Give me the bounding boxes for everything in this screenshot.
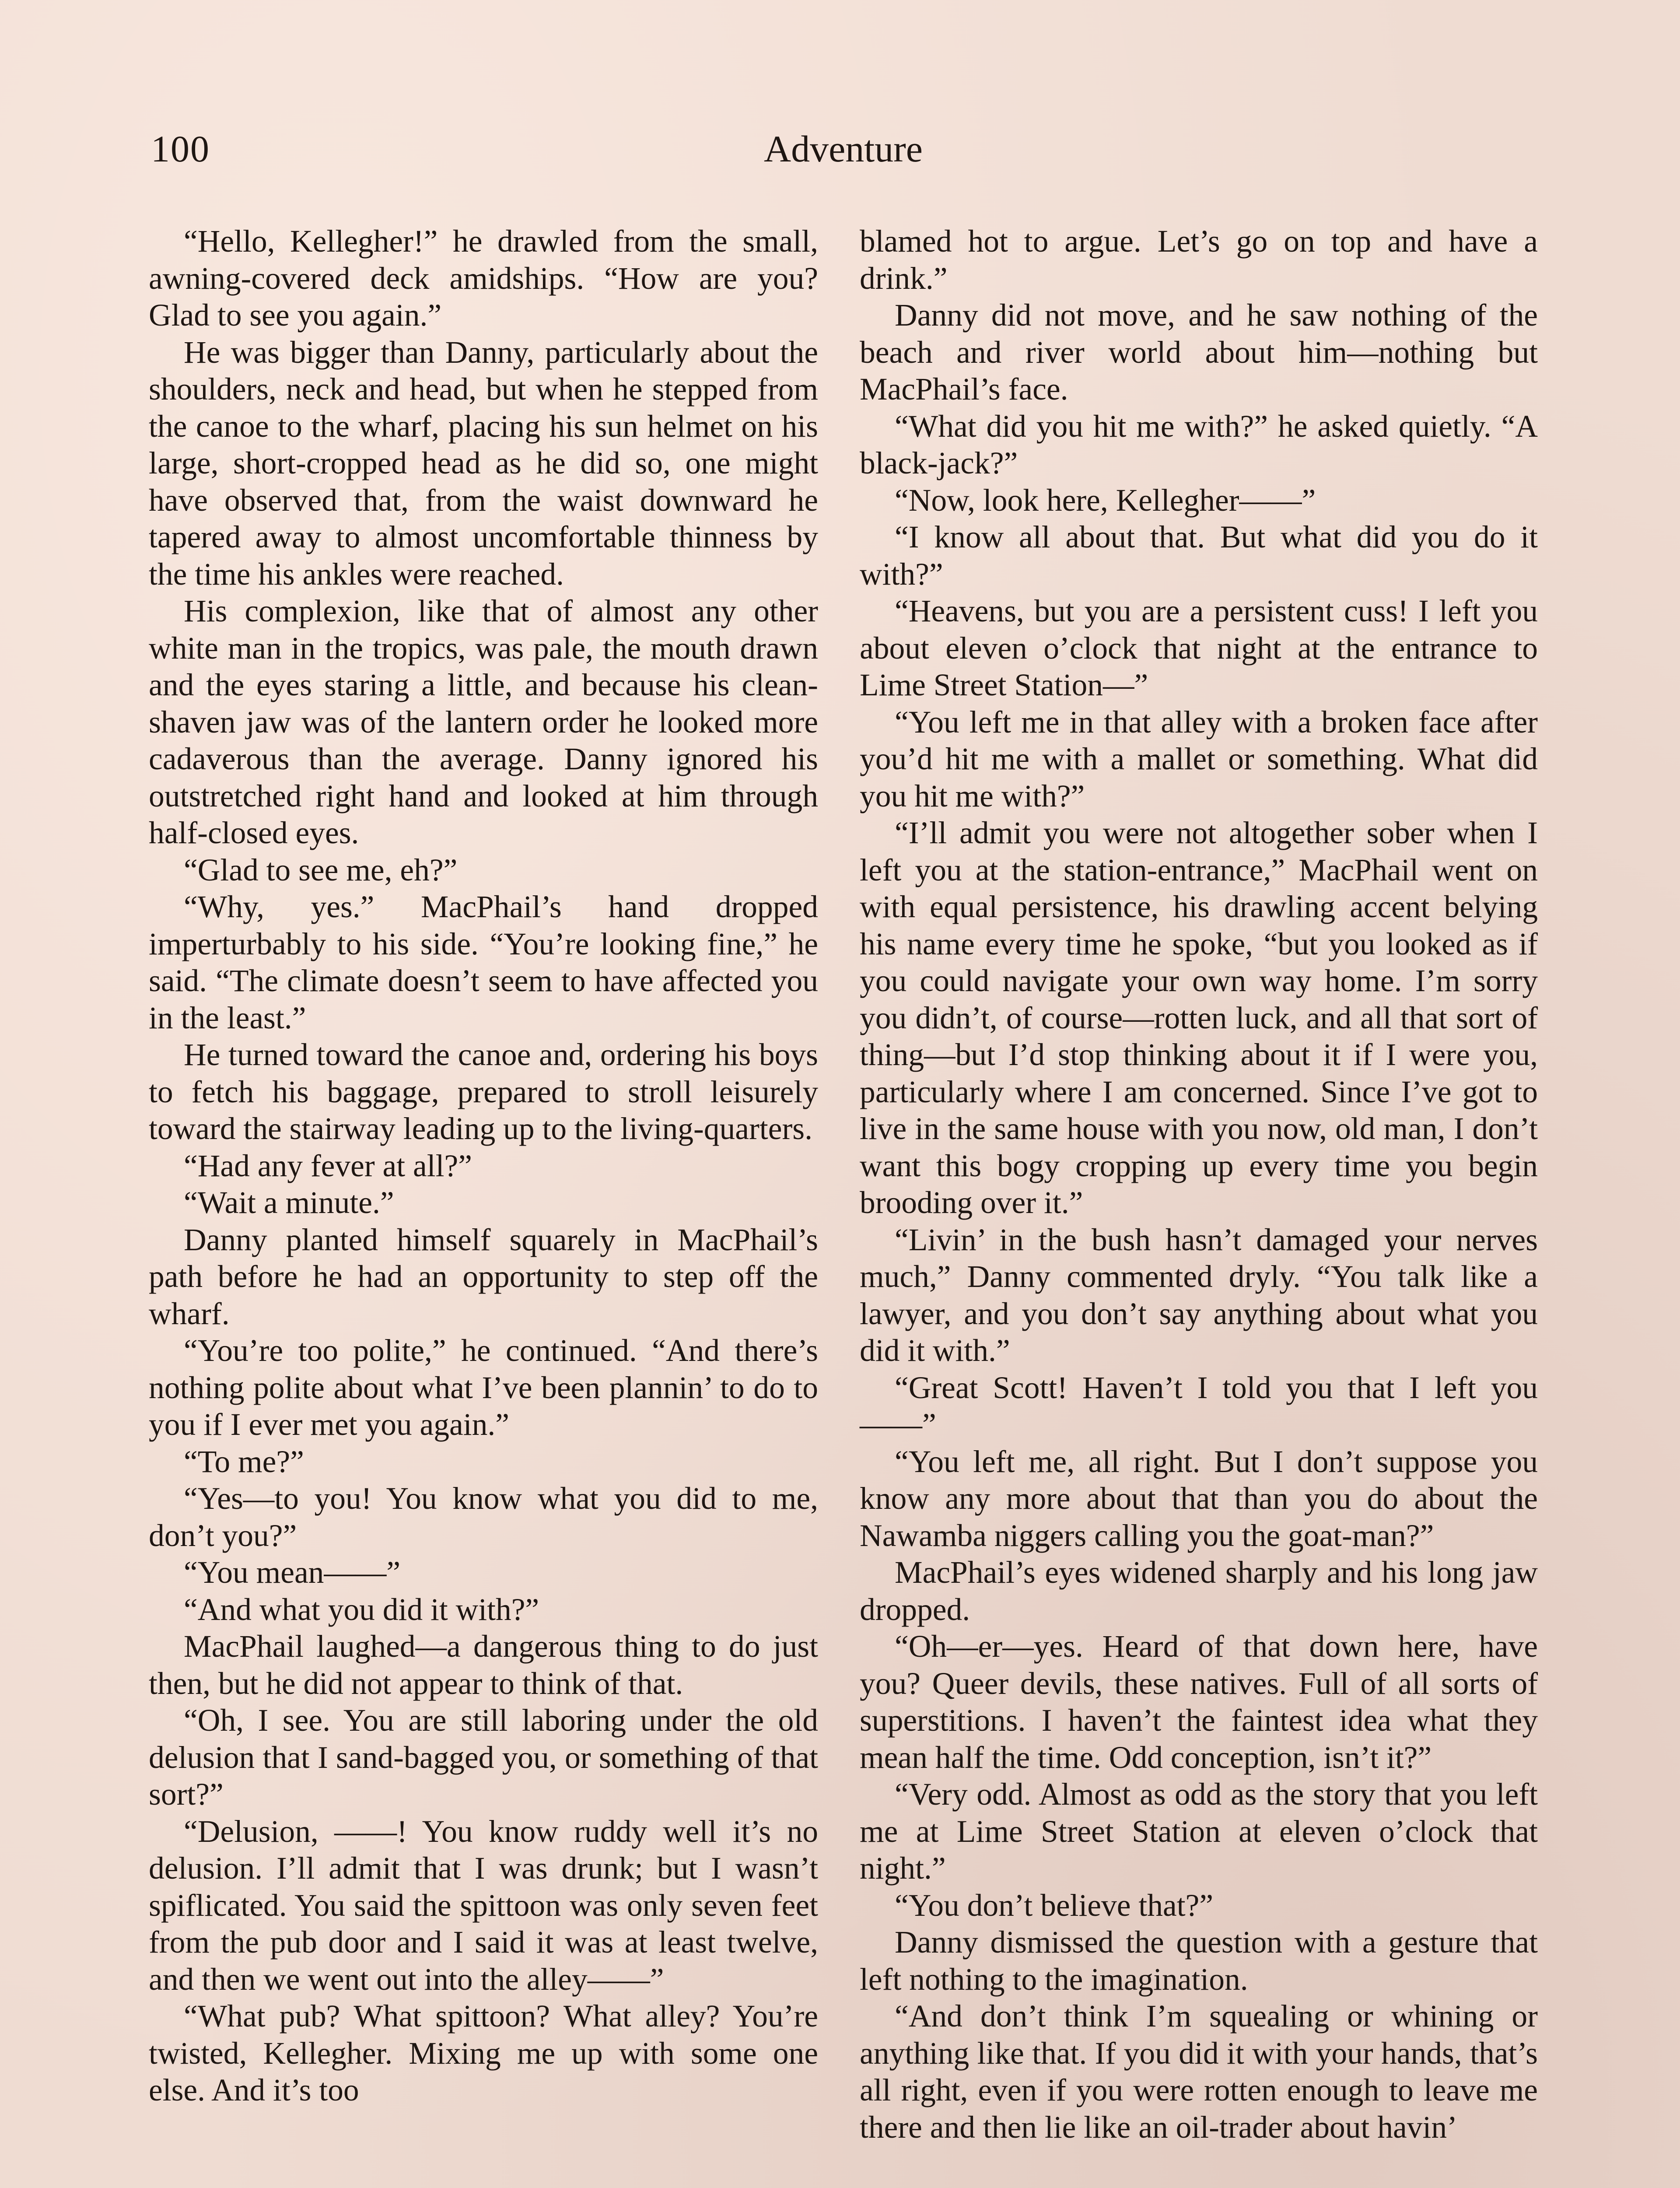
- paragraph: “I know all about that. But what did you do it with?”: [860, 520, 1538, 592]
- running-title: Adventure: [764, 128, 923, 170]
- paragraph: “What pub? What spittoon? What alley? You’re twisted, Kellegher. Mixing me up with some one else. And it’s too: [149, 1999, 818, 2107]
- paragraph: blamed hot to argue. Let’s go on top and have a drink.”: [860, 224, 1538, 296]
- paragraph: “You’re too polite,” he continued. “And there’s nothing polite about what I’ve been plannin’ to do to you if I ever met you again.”: [149, 1333, 818, 1442]
- page-header: [151, 127, 1536, 184]
- paragraph: Danny dismissed the question with a gesture that left nothing to the imagination.: [860, 1925, 1538, 1997]
- paragraph: “Great Scott! Haven’t I told you that I left you——”: [860, 1370, 1538, 1442]
- paragraph: “Wait a minute.”: [184, 1185, 394, 1220]
- paragraph: “Oh, I see. You are still laboring under the old delusion that I sand-bagged you, or something of that sort?”: [149, 1703, 818, 1812]
- page-number: 100: [151, 128, 210, 170]
- paragraph: “You left me in that alley with a broken face after you’d hit me with a mallet or something. What did you hit me with?”: [860, 705, 1538, 813]
- paragraph: “And what you did it with?”: [184, 1592, 539, 1627]
- paragraph: “You don’t believe that?”: [895, 1888, 1214, 1923]
- paragraph: Danny planted himself squarely in MacPhail’s path before he had an opportunity to step off the wharf.: [149, 1222, 818, 1331]
- paragraph: He turned toward the canoe and, ordering his boys to fetch his baggage, prepared to stroll leisurely toward the stairway leading up to the living-quarters.: [149, 1038, 818, 1146]
- left-text-column: [149, 223, 818, 2109]
- paragraph: “Livin’ in the bush hasn’t damaged your nerves much,” Danny commented dryly. “You talk like a lawyer, and you don’t say anything about what you did it with.”: [860, 1222, 1538, 1368]
- paragraph: “Very odd. Almost as odd as the story that you left me at Lime Street Station at eleven o’clock that night.”: [860, 1777, 1538, 1886]
- paragraph: Danny did not move, and he saw nothing of the beach and river world about him—nothing but MacPhail’s face.: [860, 298, 1538, 407]
- paragraph: “Glad to see me, eh?”: [184, 852, 458, 887]
- paragraph: “I’ll admit you were not altogether sober when I left you at the station-entrance,” MacPhail went on with equal persistence, his drawling accent belying his name every time he spoke, “but you looked as if you could navigate your own way home. I’m sorry you didn’t, of course—rotten luck, and all that sort of thing—but I’d stop thinking about it if I were you, particularly where I am concerned. Since I’ve got to live in the same house with you now, old man, I don’t want this bogy cropping up every time you begin brooding over it.”: [860, 816, 1538, 1220]
- paragraph: “Now, look here, Kellegher——”: [895, 483, 1316, 518]
- right-text-column: [860, 223, 1538, 2146]
- paragraph: “Why, yes.” MacPhail’s hand dropped imperturbably to his side. “You’re looking fine,” he said. “The climate doesn’t seem to have affected you in the least.”: [149, 890, 818, 1035]
- paragraph: MacPhail’s eyes widened sharply and his long jaw dropped.: [860, 1555, 1538, 1627]
- paragraph: MacPhail laughed—a dangerous thing to do just then, but he did not appear to think of that.: [149, 1629, 818, 1701]
- paragraph: “What did you hit me with?” he asked quietly. “A black-jack?”: [860, 409, 1538, 480]
- paragraph: “You mean——”: [184, 1555, 401, 1590]
- paragraph: “And don’t think I’m squealing or whining or anything like that. If you did it with your hands, that’s all right, even if you were rotten enough to leave me there and then lie like an oil-trader about havin’: [860, 1999, 1538, 2145]
- paragraph: “Had any fever at all?”: [184, 1148, 472, 1183]
- paragraph: “Delusion, ——! You know ruddy well it’s no delusion. I’ll admit that I was drunk; but I wasn’t spiflicated. You said the spittoon was only seven feet from the pub door and I said it was at least twelve, and then we went out into the alley——”: [149, 1814, 818, 1997]
- paragraph: “You left me, all right. But I don’t suppose you know any more about that than you do about the Nawamba niggers calling you the goat-man?”: [860, 1444, 1538, 1553]
- paragraph: “Yes—to you! You know what you did to me, don’t you?”: [149, 1481, 818, 1553]
- paragraph: He was bigger than Danny, particularly about the shoulders, neck and head, but when he stepped from the canoe to the wharf, placing his sun helmet on his large, short-cropped head as he did so, one might have observed that, from the waist downward he tapered away to almost uncomfortable thinness by the time his ankles were reached.: [149, 335, 818, 592]
- paragraph: “Oh—er—yes. Heard of that down here, have you? Queer devils, these natives. Full of all sorts of superstitions. I haven’t the faintest idea what they mean half the time. Odd conception, isn’t it?”: [860, 1629, 1538, 1775]
- paragraph: “To me?”: [184, 1444, 304, 1479]
- paragraph: “Heavens, but you are a persistent cuss! I left you about eleven o’clock that night at the entrance to Lime Street Station—”: [860, 594, 1538, 702]
- paragraph: His complexion, like that of almost any other white man in the tropics, was pale, the mouth drawn and the eyes staring a little, and because his clean-shaven jaw was of the lantern order he looked more cadaverous than the average. Danny ignored his outstretched right hand and looked at him through half-closed eyes.: [149, 594, 818, 850]
- paragraph: “Hello, Kellegher!” he drawled from the small, awning-covered deck amidships. “How are you? Glad to see you again.”: [149, 224, 818, 333]
